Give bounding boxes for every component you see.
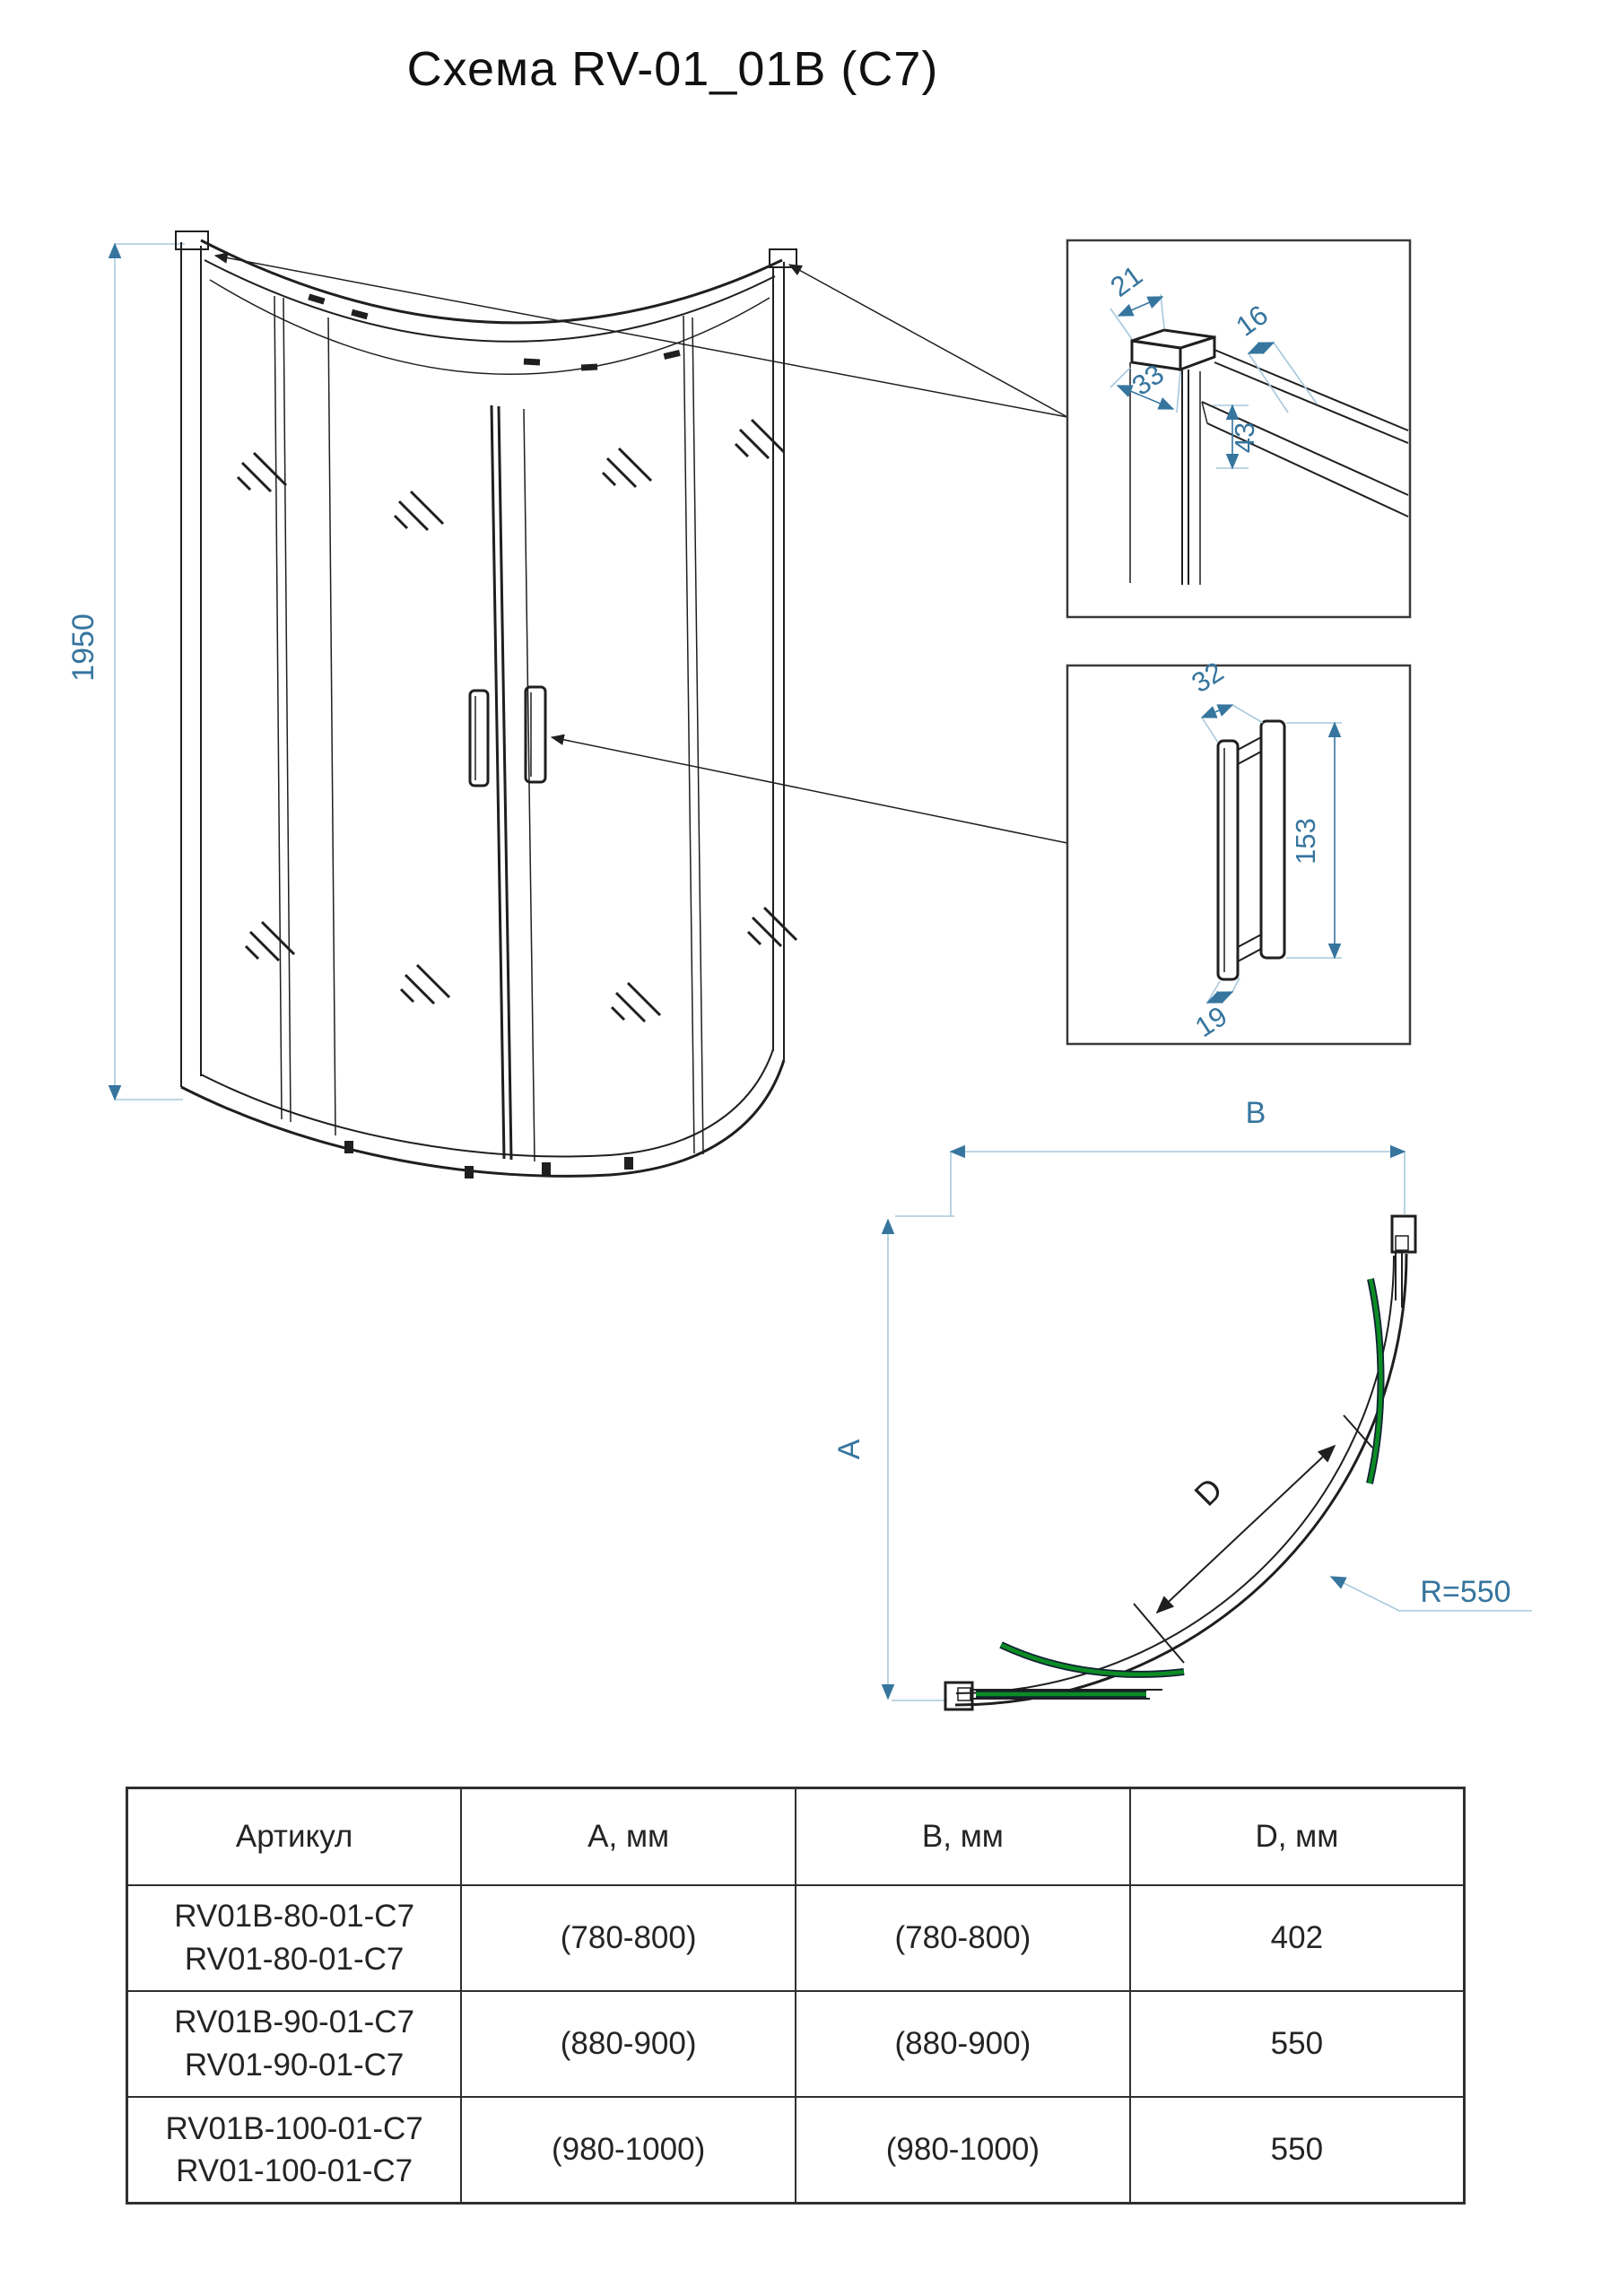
dim-32: 32 [1186,656,1230,700]
header-a: A, мм [461,1788,796,1885]
article-line: RV01-90-01-C7 [184,2047,405,2083]
dim-43: 43 [1229,422,1260,454]
dim-153: 153 [1290,818,1321,865]
article-line: RV01B-80-01-C7 [174,1899,415,1935]
header-article: Артикул [127,1788,462,1885]
a-cell: (780-800) [461,1885,796,1991]
plan-outer-arc [955,1254,1406,1705]
a-cell: (980-1000) [461,2097,796,2204]
d-cell: 402 [1130,1885,1465,1991]
spec-table [126,1787,1466,2205]
table-row [127,1885,1465,1991]
table-row [127,2097,1465,2204]
height-dimension-1950 [66,244,185,1100]
d-cell: 550 [1130,2097,1465,2204]
header-d: D, мм [1130,1788,1465,1885]
plan-radius-callout [1331,1575,1532,1611]
door-handles [470,687,545,786]
d-cell: 550 [1130,1991,1465,2097]
glass-marks [238,420,796,1022]
table-header-row [127,1788,1465,1885]
article-line: RV01B-90-01-C7 [174,2005,415,2040]
handle-dimensions [1186,656,1342,1043]
dim-a: A [832,1439,866,1460]
b-cell: (880-900) [796,1991,1130,2097]
dim-21: 21 [1104,259,1149,303]
b-cell: (780-800) [796,1885,1130,1991]
article-line: RV01B-100-01-C7 [165,2110,423,2146]
article-line: RV01-100-01-C7 [176,2152,413,2188]
article-cell [127,1991,462,2097]
dim-19: 19 [1189,1000,1233,1044]
height-label: 1950 [66,613,100,682]
dim-b: B [1245,1096,1266,1130]
dim-33: 33 [1126,358,1171,402]
article-cell [127,1885,462,1991]
plan-view [832,1096,1532,1709]
plan-d-dimension [1134,1415,1372,1663]
b-cell: (980-1000) [796,2097,1130,2204]
a-cell: (880-900) [461,1991,796,2097]
article-line: RV01-80-01-C7 [184,1941,405,1977]
dim-d: D [1187,1470,1230,1513]
handle-detail [1067,656,1410,1044]
dim-16: 16 [1230,299,1275,343]
plan-inner-arc [956,1256,1394,1693]
header-b: B, мм [796,1788,1130,1885]
front-view [66,231,1067,1178]
table-row [127,1991,1465,2097]
radius-label: R=550 [1420,1575,1511,1609]
page-title: Схема RV-01_01B (C7) [406,42,939,96]
profile-detail [1067,240,1410,617]
article-cell [127,2097,462,2204]
